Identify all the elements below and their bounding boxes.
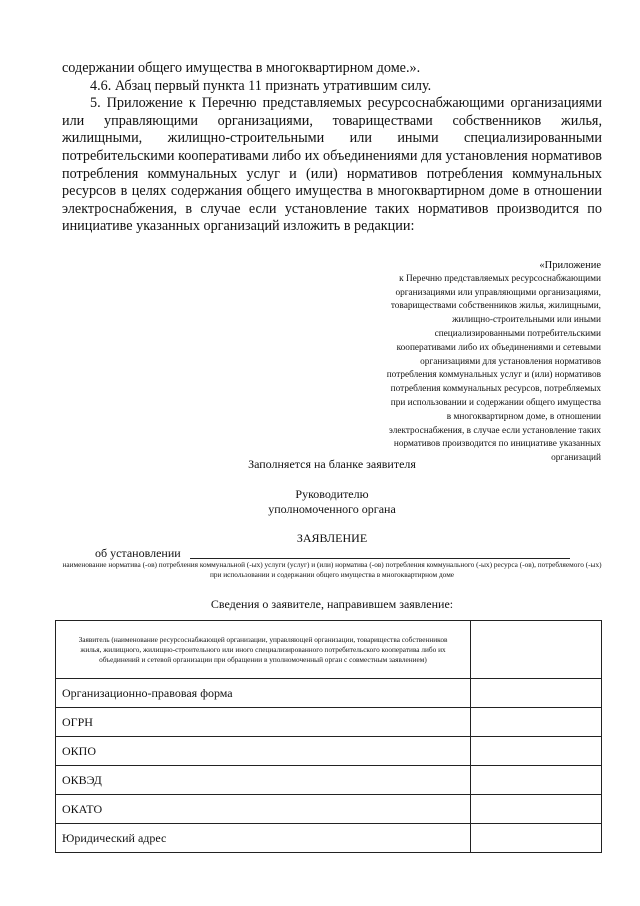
table-row-label: Организационно-правовая форма xyxy=(56,679,471,708)
applicant-heading: Сведения о заявителе, направившем заявление: xyxy=(210,597,454,611)
paragraph-5: 5. Приложение к Перечню представляемых ресурсоснабжающими организациями или управляющими организациями, товариществами собственников жилья, жилищными, жилищно-строительными или иными специализированными потребительскими кооперативами либо их объединениями для установления нормативов потребления коммунальных услуг и (или) нормативов потребления коммунальных ресурсов в целях содержания общего имущества в многоквартирном доме в отношении электроснабжения, в случае если установление таких нормативов производится по инициативе указанных организаций изложить в редакции: xyxy=(62,95,602,235)
table-row xyxy=(56,679,602,708)
appendix-line: потребления коммунальных услуг и (или) нормативов xyxy=(386,370,601,381)
appendix-line: организациями или управляющими организациями, xyxy=(395,287,601,298)
table-value-cell xyxy=(471,679,602,708)
table-value-cell xyxy=(471,824,602,853)
table-row-label: ОКВЭД xyxy=(56,766,471,795)
appendix-line: кооперативами либо их объединениями и сетевыми xyxy=(396,342,601,353)
appendix-line: электроснабжения, в случае если установление таких xyxy=(388,425,601,436)
table-value-cell xyxy=(471,737,602,766)
appendix-line: специализированными потребительскими xyxy=(434,328,601,339)
table-row-label: ОКПО xyxy=(56,737,471,766)
appendix-line: «Приложение xyxy=(539,260,601,271)
about-note: наименование норматива (-ов) потребления коммунальной (-ых) услуги (услуг) и (или) норматива (-ов) потребления коммунального (-ых) ресурса (-ов), потребляемого (-ых) при использовании и содержании общего имущества в многоквартирном доме xyxy=(62,560,602,579)
appendix-line: организаций xyxy=(551,453,601,464)
appendix-line: нормативов производится по инициативе указанных xyxy=(393,439,601,450)
table-row xyxy=(56,737,602,766)
appendix-line: потребления коммунальных ресурсов, потребляемых xyxy=(390,384,601,395)
addressee-line-1: Руководителю xyxy=(295,487,369,501)
table-value-cell xyxy=(471,766,602,795)
table-row xyxy=(56,766,602,795)
table-row-label: Юридический адрес xyxy=(56,824,471,853)
table-row-label: ОГРН xyxy=(56,708,471,737)
table-row-label: ОКАТО xyxy=(56,795,471,824)
document-body xyxy=(62,60,602,236)
appendix-line: жилищно-строительными или иными xyxy=(452,315,601,326)
addressee-line-2: уполномоченного органа xyxy=(268,502,396,516)
paragraph-4-6: 4.6. Абзац первый пункта 11 признать утратившим силу. xyxy=(90,77,432,94)
about-fill-line xyxy=(190,558,570,559)
appendix-line: организациями для установления нормативов xyxy=(420,356,601,367)
appendix-line: к Перечню представляемых ресурсоснабжающими xyxy=(399,273,601,284)
table-header-label: Заявитель (наименование ресурсоснабжающей организации, управляющей организации, товарищества собственников жилья, жилищного, жилищно-строительного или иного специализированного потребительского кооператива либо их объединений и сетевой организации при обращении в уполномоченный орган с совместным заявлением) xyxy=(56,621,471,679)
appendix-line: товариществами собственников жилья, жилищными, xyxy=(390,301,601,312)
table-row xyxy=(56,824,602,853)
appendix-line: при использовании и содержании общего имущества xyxy=(390,397,601,408)
filled-on-note: Заполняется на бланке заявителя xyxy=(248,457,416,471)
statement-title: ЗАЯВЛЕНИЕ xyxy=(296,531,368,545)
applicant-table xyxy=(55,620,602,853)
table-row xyxy=(56,708,602,737)
appendix-line: в многоквартирном доме, в отношении xyxy=(446,411,601,422)
table-value-cell xyxy=(471,708,602,737)
paragraph-continuation: содержании общего имущества в многоквартирном доме.». xyxy=(62,60,421,76)
table-value-cell xyxy=(471,621,602,679)
about-label: об установлении xyxy=(95,546,181,560)
table-header-row xyxy=(56,621,602,679)
appendix-header xyxy=(340,259,601,466)
table-row xyxy=(56,795,602,824)
table-value-cell xyxy=(471,795,602,824)
